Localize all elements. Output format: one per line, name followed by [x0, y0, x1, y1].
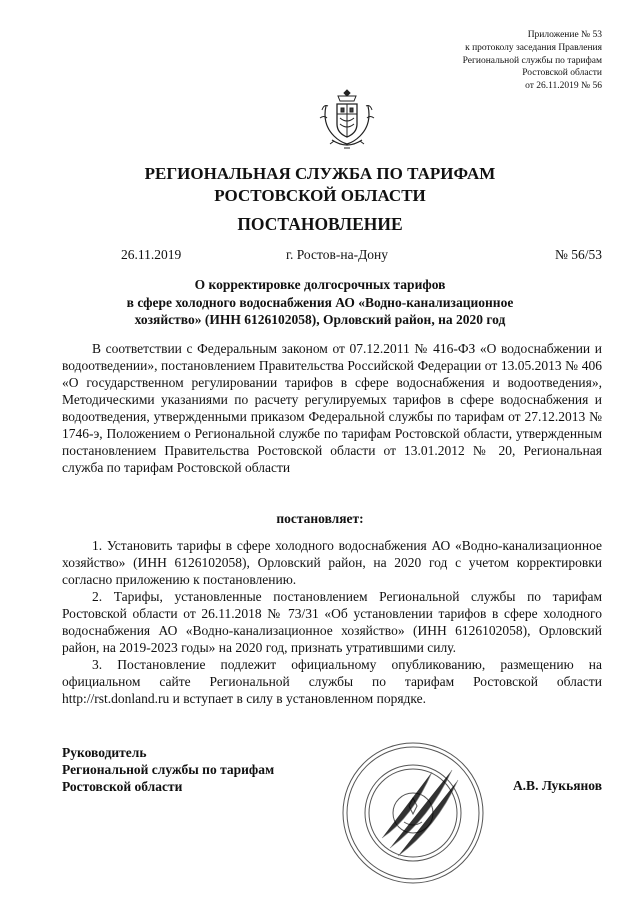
- rostov-coat-of-arms-icon: [318, 86, 376, 152]
- official-round-stamp-icon: [338, 738, 488, 888]
- annex-line: Приложение № 53: [527, 30, 602, 40]
- organization-name: [0, 163, 640, 207]
- annex-line: Ростовской области: [522, 68, 602, 79]
- document-place: г. Ростов-на-Дону: [286, 247, 389, 262]
- document-number: № 56/53: [554, 247, 602, 262]
- decree-item-2: 2. Тарифы, установленные постановлением Региональной службы по тарифам Ростовской области от 26.11.2018 № 73/31 «Об установлении тарифов в сфере холодного водоснабжения АО «Водно-канализационное хозяйство» (ИНН 6126102058), Орловский район, на 2019-2023 годы» на 2020 год, признать утратившими силу.: [62, 589, 602, 655]
- annex-note: [463, 29, 602, 93]
- document-date: 26.11.2019: [121, 247, 182, 262]
- document-subject: [0, 276, 640, 329]
- annex-line: от 26.11.2019 № 56: [525, 81, 602, 92]
- decree-word: постановляет:: [276, 511, 364, 526]
- decree-item-1: 1. Установить тарифы в сфере холодного водоснабжения АО «Водно-канализационное хозяйство» (ИНН 6126102058), Орловский район, на 2020 год с учетом корректировки согласно приложению к постановлению.: [62, 538, 602, 587]
- signatory-line-3: Ростовской области: [62, 779, 183, 794]
- signatory-line-1: Руководитель: [62, 745, 147, 760]
- document-type: ПОСТАНОВЛЕНИЕ: [237, 214, 403, 234]
- subject-line-3: хозяйство» (ИНН 6126102058), Орловский район, на 2020 год: [134, 312, 506, 327]
- annex-line: Региональной службы по тарифам: [462, 55, 602, 66]
- subject-line-2: в сфере холодного водоснабжения АО «Водно-канализационное: [126, 294, 514, 310]
- subject-line-1: О корректировке долгосрочных тарифов: [194, 277, 446, 292]
- decree-items: [62, 537, 602, 707]
- signatory-name: А.В. Лукьянов: [512, 778, 602, 793]
- org-line-2: РОСТОВСКОЙ ОБЛАСТИ: [214, 186, 426, 205]
- preamble-block: [62, 340, 602, 476]
- preamble-paragraph: В соответствии с Федеральным законом от 07.12.2011 № 416-ФЗ «О водоснабжении и водоотведении», постановлением Правительства Российской Федерации от 13.05.2013 № 406 «О государственном регулировании тарифов в сфере водоснабжения и водоотведения», Методическими указаниями по расчету регулируемых тарифов в сфере водоснабжения и водоотведения, утвержденными приказом Федеральной службы по тарифам от 27.12.2013 № 1746-э, Положением о Региональной службе по тарифам Ростовской области, утвержденным постановлением Правительства Ростовской области от 13.01.2012 № 20, Региональная служба по тарифам Ростовской области: [62, 341, 602, 475]
- signatory-title: [62, 744, 274, 795]
- annex-line: к протоколу заседания Правления: [465, 42, 602, 53]
- org-line-1: РЕГИОНАЛЬНАЯ СЛУЖБА ПО ТАРИФАМ: [144, 164, 496, 183]
- signatory-line-2: Региональной службы по тарифам: [62, 762, 275, 777]
- decree-item-3: 3. Постановление подлежит официальному опубликованию, размещению на официальном сайте Региональной службы по тарифам Ростовской области http://rst.donland.ru и вступает в силу в установленном порядке.: [62, 657, 602, 706]
